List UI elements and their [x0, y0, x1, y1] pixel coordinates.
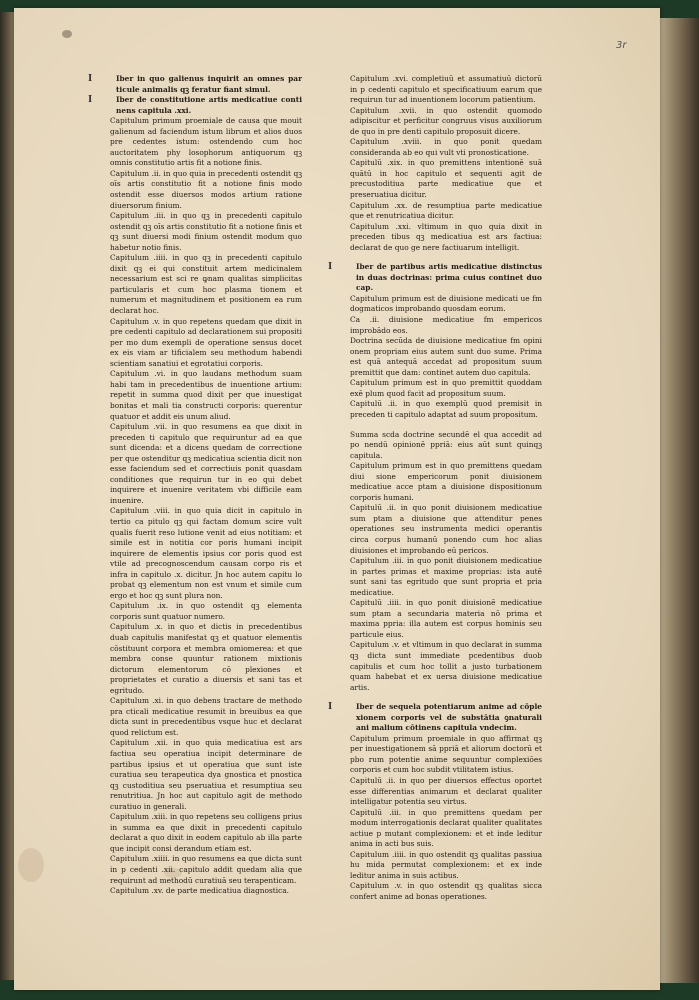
- entry-text: Capitulum primum proemiale in quo affirmat qꝫ per inuestigationem sā ppriā et aliorum doctorū et pbo rum potentie anime sequuntur complexiōes corporis et cum hoc subdit vtilitatem istius.: [350, 733, 542, 775]
- chapter-entry: [350, 378, 542, 399]
- initial-capital: I: [88, 95, 93, 106]
- entry-text: Capitulum .xiii. in quo repetens seu colligens prius in summa ea que dixit in precedenti capitulo declarat a quo dixit in eodem capitulo ab illa parte que incipit consi derandum etiam est.: [110, 812, 302, 853]
- entry-text: Capitulum .vii. in quo resumens ea que dixit in preceden ti capitulo que requiruntur ad ea que sunt dicenda: et a dicens quedam de correctione per que ostenditur qꝫ medicatiua scientia dicit non esse faciendum sed et correctiuis ponit quasdam conditiones que requirun tur in eo qui debet inquirere et inuenire veritatem vbi difficile eam inuenire.: [110, 422, 302, 505]
- entry-text: Capitulum primum est de diuisione medicati ue fm dogmaticos improbando quosdam eorum.: [350, 293, 542, 314]
- chapter-entry: [350, 734, 542, 776]
- left-text-column: [88, 74, 302, 897]
- entry-text: Capitulum .vi. in quo laudans methodum suam habi tam in precedentibus de inuentione artium: repetit in summa quod dixit per que inuestigat bonitas et mali tia constructi corporis: querentur quatuor et addit eis unum aliud.: [110, 369, 302, 421]
- entry-text: Capitulum primum est in quo premittens quedam diui sione empericorum ponit diuisionem medicatiue acce ptam a diuisione dispositionum corporis humani.: [350, 461, 542, 502]
- book-heading: [88, 95, 302, 116]
- entry-text: Capitulum .iiii. in quo qꝫ in precedenti capitulo dixit qꝫ ei qui constituit artem medicinalem necessarium est sci re ꝙnam qualitas simplicitas particularis et cum hoc plasma tionem et numerum et magnitudinem et positionem ea rum declarat hoc.: [110, 253, 302, 316]
- chapter-entry: [350, 137, 542, 158]
- entry-text: Capitulum .ix. in quo ostendit qꝫ elementa corporis sunt quatuor numero.: [110, 601, 302, 621]
- entry-text: Capitulum primum est in quo premittit quoddam exē plum quod facit ad propositum suum.: [350, 378, 542, 398]
- entry-text: Capitulum .v. in quo ostendit qꝫ qualitas sicca confert anime ad bonas operationes.: [350, 881, 542, 902]
- chapter-entry: [110, 886, 302, 897]
- entry-text: Iber de constitutione artis medicatiue conti nens capitula .xxi.: [116, 95, 302, 115]
- chapter-entry: [350, 74, 542, 106]
- chapter-entry: [110, 601, 302, 622]
- entry-text: Capitulum .xx. de resumptiua parte medicatiue que et renutricatiua dicitur.: [350, 200, 542, 221]
- entry-text: Summa scda doctrine secundē el qua accedit ad po nendū opinionē ppriā: eius aūt sunt quinqꝫ capitula.: [350, 429, 542, 460]
- entry-text: Capitulū .iii. in quo premittens quedam per modum interrogationis declarat qualiter qualitates actiue p mutant complexionem: et et inde leditur anima in acti bus suis.: [350, 807, 542, 849]
- chapter-entry: [110, 169, 302, 211]
- entry-text: Iber in quo galienus inquirit an omnes par ticule animalis qꝫ feratur fiant simul.: [116, 74, 302, 94]
- paragraph-gap: [350, 253, 542, 262]
- chapter-entry: [110, 812, 302, 854]
- chapter-entry: [350, 808, 542, 850]
- foxing-stain: [62, 30, 72, 38]
- paragraph-gap: [350, 421, 542, 430]
- entry-text: Capitulum .xvi. completiuū et assumatiuū dictorū in p cedenti capitulo et specificatiuum earum que requirun tur ad inuentionem locorum patientium.: [350, 74, 542, 105]
- chapter-entry: [350, 201, 542, 222]
- chapter-entry: [350, 315, 542, 336]
- entry-text: Capitulū .ii. in quo per diuersos effectus oportet esse differentias animarum et declarat qualiter intelligatur potentia seu virtus.: [350, 776, 542, 807]
- entry-text: Capitulum primum proemiale de causa que mouit galienum ad faciendum istum librum et alios duos pre cedentes istum: ostendendo cum hoc auctoritatem phy losophorum antiquorum qꝫ omnis constitutio artis fit a notione finis.: [110, 116, 302, 168]
- chapter-entry: [110, 696, 302, 738]
- entry-text: Capitulum .v. in quo repetens quedam que dixit in pre cedenti capitulo ad declarationem sui propositi per mo dum exempli de operatione sensus docet ex eis viam ar tificialem seu methodum habendi scientiam sanatiui et egrotatiui corporis.: [110, 316, 302, 368]
- entry-text: Capitulum .xii. in quo quia medicatiua est ars factiua seu operatiua incipit determinare de partibus ipsius et ut operatiua que sunt iste curatiua seu terapeutica dya gnostica et pnostica qꝫ custoditiua seu pseruatiua et resumptiua seu renutritiua. Jn hoc aut capitulo agit de methodo curatiuo in generali.: [110, 738, 302, 811]
- manuscript-page: [14, 8, 660, 990]
- chapter-entry: [350, 640, 542, 693]
- entry-text: Capitulum .viii. in quo quia dicit in capitulo in tertio ca pitulo qꝫ qui factam domum scire vult qualis fuerit reso lutione venit ad eius notitiam: et simile est in notitia cor poris humani incipit inquirere de elementis ipsius cor poris quod est vtile ad precognoscendum causam corpo ris et infra in capitulo .x. dicitur. Jn hoc autem capitu lo probat qꝫ elementum non est vnum et simile cum ergo et hoc qꝫ sunt plura non.: [110, 506, 302, 600]
- chapter-entry: [350, 430, 542, 462]
- chapter-entry: [110, 854, 302, 886]
- chapter-entry: [110, 506, 302, 601]
- entry-text: Capitulum .xviii. in quo ponit quedam consideranda ab eo qui vult vti pronosticatione.: [350, 137, 542, 157]
- chapter-entry: [110, 369, 302, 422]
- initial-capital: I: [328, 262, 333, 273]
- chapter-entry: [350, 399, 542, 420]
- folio-number: 3r: [616, 40, 627, 51]
- entry-text: Capitulum .x. in quo et dictis in precedentibus duab capitulis manifestat qꝫ et quatuor elementis cōstituunt corpora et membra omiomerea: et que membra conse quuntur rationem mixtionis dictorum elementorum cō plexiones et proprietates et curatio a diuersis et sani tas et egritudo.: [110, 622, 302, 695]
- chapter-entry: [110, 211, 302, 253]
- chapter-entry: [110, 622, 302, 696]
- chapter-entry: [110, 253, 302, 316]
- entry-text: Capitulum .iii. in quo qꝫ in precedenti capitulo ostendit qꝫ oīs artis constitutio fit a notione finis et qꝫ sunt diuersi modi finium ostendit modum quo habetur notio finis.: [110, 211, 302, 252]
- entry-text: Capitulum .v. et vltimum in quo declarat in summa qꝫ dicta sunt immediate pcedentibus duob capitulis et cum hoc tollit a justo turbationem quam habebat et ex uersa diuisione medicatiue artis.: [350, 640, 542, 692]
- entry-text: Ca .ii. diuisione medicatiue fm empericos improbādo eos.: [350, 315, 542, 335]
- chapter-entry: [350, 850, 542, 882]
- foxing-stain: [18, 848, 44, 882]
- chapter-entry: [350, 461, 542, 503]
- book-heading: [88, 74, 302, 95]
- entry-text: Capitulum .ii. in quo quia in precedenti ostendit qꝫ oīs artis constitutio fit a notione finis modo ostendit esse diuersos modos artium ratione diuersorum finium.: [110, 168, 302, 210]
- chapter-entry: [350, 336, 542, 378]
- book-heading: [328, 702, 542, 734]
- entry-text: Capitulū .ii. in quo exemplū quod premisit in preceden ti capitulo adaptat ad suum propositum.: [350, 399, 542, 419]
- entry-text: Capitulum .iii. in quo ponit diuisionem medicatiue in partes primas et maxime proprias: ista autē sunt sani tas egritudo que sunt propria et pria medicatiue.: [350, 556, 542, 597]
- chapter-entry: [350, 598, 542, 640]
- chapter-entry: [350, 881, 542, 902]
- chapter-entry: [350, 222, 542, 254]
- entry-text: Iber de sequela potentiarum anime ad cōple xionem corporis vel de substātia ꝯnaturali ani malium cōtinens capitula vndecim.: [356, 702, 542, 733]
- paragraph-gap: [350, 693, 542, 702]
- entry-text: Capitulū .xix. in quo premittens intentionē suā quātū in hoc capitulo et sequenti agit de precustoditiua parte medicatiue que et preseruatiua dicitur.: [350, 158, 542, 200]
- chapter-entry: [110, 738, 302, 812]
- chapter-entry: [350, 776, 542, 808]
- chapter-entry: [110, 317, 302, 370]
- entry-text: Capitulū .iiii. in quo ponit diuisionē medicatiue sum ptam a secundaria materia nō prima et maxima ppria: illa autem est corpus hominis seu particule eius.: [350, 598, 542, 639]
- entry-text: Capitulum .xv. de parte medicatiua diagnostica.: [110, 886, 290, 896]
- chapter-entry: [350, 158, 542, 200]
- entry-text: Capitulū .ii. in quo ponit diuisionem medicatiue sum ptam a diuisione que attenditur penes operationes seu instrumenta medici operantis circa corpus humanū ponendo cum hoc alias diuisiones et improbando eū pericos.: [350, 503, 542, 555]
- chapter-entry: [350, 556, 542, 598]
- initial-capital: I: [328, 702, 333, 713]
- entry-text: Capitulum .xvii. in quo ostendit quomodo adipiscitur et perficitur congruus visus auxiliorum de quo in pre denti capitulo proposuit dicere.: [350, 105, 542, 136]
- initial-capital: I: [88, 74, 93, 84]
- book-heading: [328, 262, 542, 294]
- entry-text: Capitulum .xxi. vltimum in quo quia dixit in preceden tibus qꝫ medicatiua est ars factiua: declarat de quo ge nere factiuarum intelligit.: [350, 221, 542, 252]
- entry-text: Capitulum .xiiii. in quo resumens ea que dicta sunt in p cedenti .xii. capitulo addit quedam alia que requirunt ad methodū curatiuā seu terapenticam.: [110, 854, 302, 885]
- chapter-entry: [350, 503, 542, 556]
- right-text-column: [328, 74, 542, 903]
- chapter-entry: [350, 294, 542, 315]
- entry-text: Iber de partibus artis medicatiue distinctus in duas doctrinas: prima cuius continet duo cap.: [356, 262, 542, 293]
- chapter-entry: [110, 116, 302, 169]
- chapter-entry: [110, 422, 302, 506]
- chapter-entry: [350, 106, 542, 138]
- entry-text: Doctrina secūda de diuisione medicatiue fm opini onem propriam eius autem sunt duo sume. Prima est quā antequā accedat ad propositum suum premittit que dam: continet autem duo capitula.: [350, 336, 542, 377]
- entry-text: Capitulum .xi. in quo debens tractare de methodo pra cticali medicatiue resumit in breuibus ea que dicta sunt in precedentibus vsque huc et declarat quod relictum est.: [110, 696, 302, 737]
- entry-text: Capitulum .iiii. in quo ostendit qꝫ qualitas passiua hu mida permutat complexionem: et ex inde leditur anima in suis actibus.: [350, 849, 542, 880]
